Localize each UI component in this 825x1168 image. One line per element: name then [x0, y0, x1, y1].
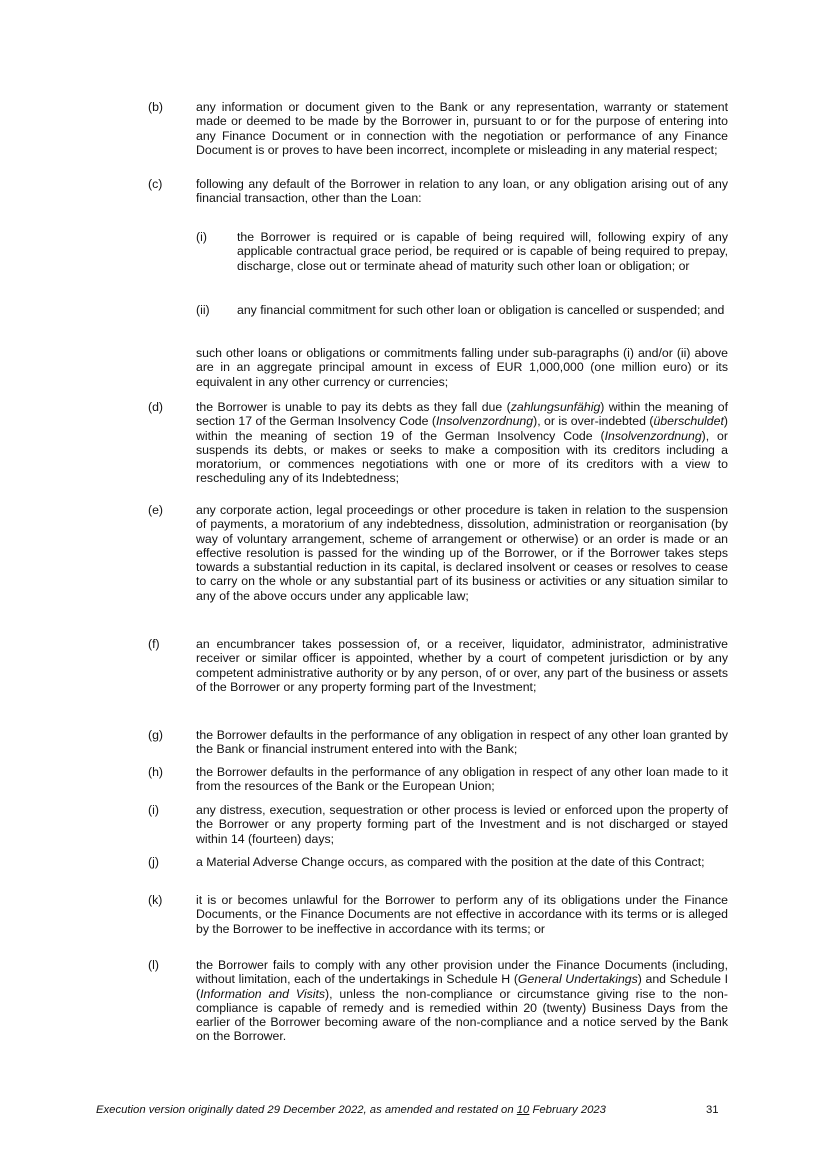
italic-term: zahlungsunfähig [510, 400, 601, 414]
text-run: the Borrower fails to comply with any other provision under the Finance Documents (including, without limitation, each of the undertakings in Schedule H ( [196, 958, 728, 987]
text-run: the Borrower is unable to pay its debts as they fall due ( [196, 400, 511, 414]
text-run: the Borrower defaults in the performance of any obligation in respect of any other loan granted by the Bank or financial instrument entered into with the Bank; [196, 728, 728, 757]
text-run: ) and Schedule I ( [196, 972, 728, 1001]
clause-label: (f) [148, 637, 160, 651]
clause-d [148, 400, 728, 486]
italic-term: Insolvenzordnung [604, 428, 702, 443]
text-run: the Borrower is required or is capable of being required will, following expiry of any applicable contractual grace period, be required or is capable of being required to prepay, discharge, close out or terminate ahead of maturity such other loan or obligation; or [237, 230, 728, 273]
clause-text [196, 765, 728, 794]
text-run: any distress, execution, sequestration or other process is levied or enforced upon the property of the Borrower or any property forming part of the Investment and is not discharged or stayed within 14 (fourteen) days; [196, 803, 728, 846]
clause-g [148, 728, 728, 757]
clause-label: (b) [148, 100, 164, 114]
clause-c-ii [148, 303, 728, 317]
clause-i [148, 803, 728, 846]
clause-label: (l) [148, 958, 159, 972]
text-run: it is or becomes unlawful for the Borrower to perform any of its obligations under the Finance Documents, or the Finance Documents are not effective in accordance with its terms or is alleged by the Borrower to be ineffective in accordance with its terms; or [196, 893, 728, 936]
footer-text [96, 1104, 720, 1116]
clause-text [196, 855, 728, 869]
text-run: such other loans or obligations or commitments falling under sub-paragraphs (i) and/or (ii) above are in an aggregate principal amount in excess of EUR 1,000,000 (one million euro) or its equivalent in any other currency or currencies; [196, 346, 728, 389]
italic-term: überschuldet [653, 414, 724, 429]
italic-term: Insolvenzordnung [436, 414, 534, 429]
clause-text [196, 637, 728, 694]
text-run: following any default of the Borrower in relation to any loan, or any obligation arising out of any financial transaction, other than the Loan: [196, 177, 728, 206]
clause-text [196, 958, 728, 1044]
clause-text [196, 803, 728, 846]
text-run: ), unless the non-compliance or circumstance giving rise to the non-compliance is capable of remedy and is remedied within 20 (twenty) Business Days from the earlier of the Borrower becoming aware of the non-compliance and a notice served by the Bank on the Borrower. [196, 986, 728, 1044]
clause-label: (d) [148, 400, 164, 414]
page-number: 31 [706, 1104, 719, 1116]
clause-label: (c) [148, 177, 163, 191]
text-run: ) within the meaning of section 17 of the German Insolvency Code ( [196, 400, 728, 429]
clause-l [148, 958, 728, 1044]
clause-label: (j) [148, 855, 159, 869]
clause-text [196, 503, 728, 603]
clause-e [148, 503, 728, 603]
text-run: a Material Adverse Change occurs, as compared with the position at the date of this Contract; [196, 855, 705, 869]
clause-c [148, 177, 728, 206]
footer-before: Execution version originally dated 29 December 2022, as amended and restated on [96, 1104, 517, 1116]
text-run: any financial commitment for such other loan or obligation is cancelled or suspended; and [237, 303, 725, 317]
clause-text [237, 303, 728, 317]
clause-label: (i) [196, 230, 207, 244]
text-run: an encumbrancer takes possession of, or a receiver, liquidator, administrator, administrative receiver or similar officer is appointed, whether by a court of competent jurisdiction or by any competent administrative authority or by any person, of or over, any part of the business or assets of the Borrower or any property forming part of the Investment; [196, 637, 728, 694]
text-run: the Borrower defaults in the performance of any obligation in respect of any other loan made to it from the resources of the Bank or the European Union; [196, 765, 728, 794]
clause-label: (e) [148, 503, 164, 517]
clause-label: (k) [148, 893, 163, 907]
clause-text [196, 893, 728, 936]
clause-text [196, 100, 728, 157]
clause-b [148, 100, 728, 157]
clause-label: (g) [148, 728, 164, 742]
text-run: any corporate action, legal proceedings or other procedure is taken in relation to the suspension of payments, a moratorium of any indebtedness, dissolution, administration or reorganisation (by way of voluntary arrangement, scheme of arrangement or otherwise) or an order is made or an effective resolution is passed for the winding up of the Borrower, or if the Borrower takes steps towards a substantial reduction in its capital, is declared insolvent or ceases or resolves to cease to carry on the whole or any substantial part of its business or activities or any situation similar to any of the above occurs under any applicable law; [196, 503, 728, 603]
text-run: ), or suspends its debts, or makes or seeks to make a composition with its creditors including a moratorium, or commences negotiations with one or more of its creditors with a view to rescheduling any of its Indebtedness; [196, 428, 728, 486]
clause-j [148, 855, 728, 869]
text-run: ) within the meaning of section 19 of the German Insolvency Code ( [196, 414, 728, 443]
clause-text [196, 346, 728, 389]
italic-term: Information and Visits [200, 986, 326, 1001]
footer-underlined-day: 10 [516, 1104, 530, 1116]
clause-f [148, 637, 728, 694]
clause-label: (h) [148, 765, 164, 779]
clause-text [196, 177, 728, 206]
text-run: any information or document given to the Bank or any representation, warranty or statement made or deemed to be made by the Borrower in, pursuant to or for the purpose of entering into any Finance Document or in connection with the negotiation or performance of any Finance Document is or proves to have been incorrect, incomplete or misleading in any material respect; [196, 100, 728, 157]
clause-label: (ii) [196, 303, 210, 317]
text-run: ), or is over-indebted ( [533, 414, 654, 429]
clause-h [148, 765, 728, 794]
clause-text [237, 230, 728, 273]
footer-after: February 2023 [529, 1104, 606, 1116]
clause-text [196, 728, 728, 757]
italic-term: General Undertakings [517, 972, 638, 987]
clause-c-i [148, 230, 728, 273]
clause-c-tail [148, 346, 728, 389]
clause-text [196, 400, 728, 486]
clause-label: (i) [148, 803, 159, 817]
clause-k [148, 893, 728, 936]
